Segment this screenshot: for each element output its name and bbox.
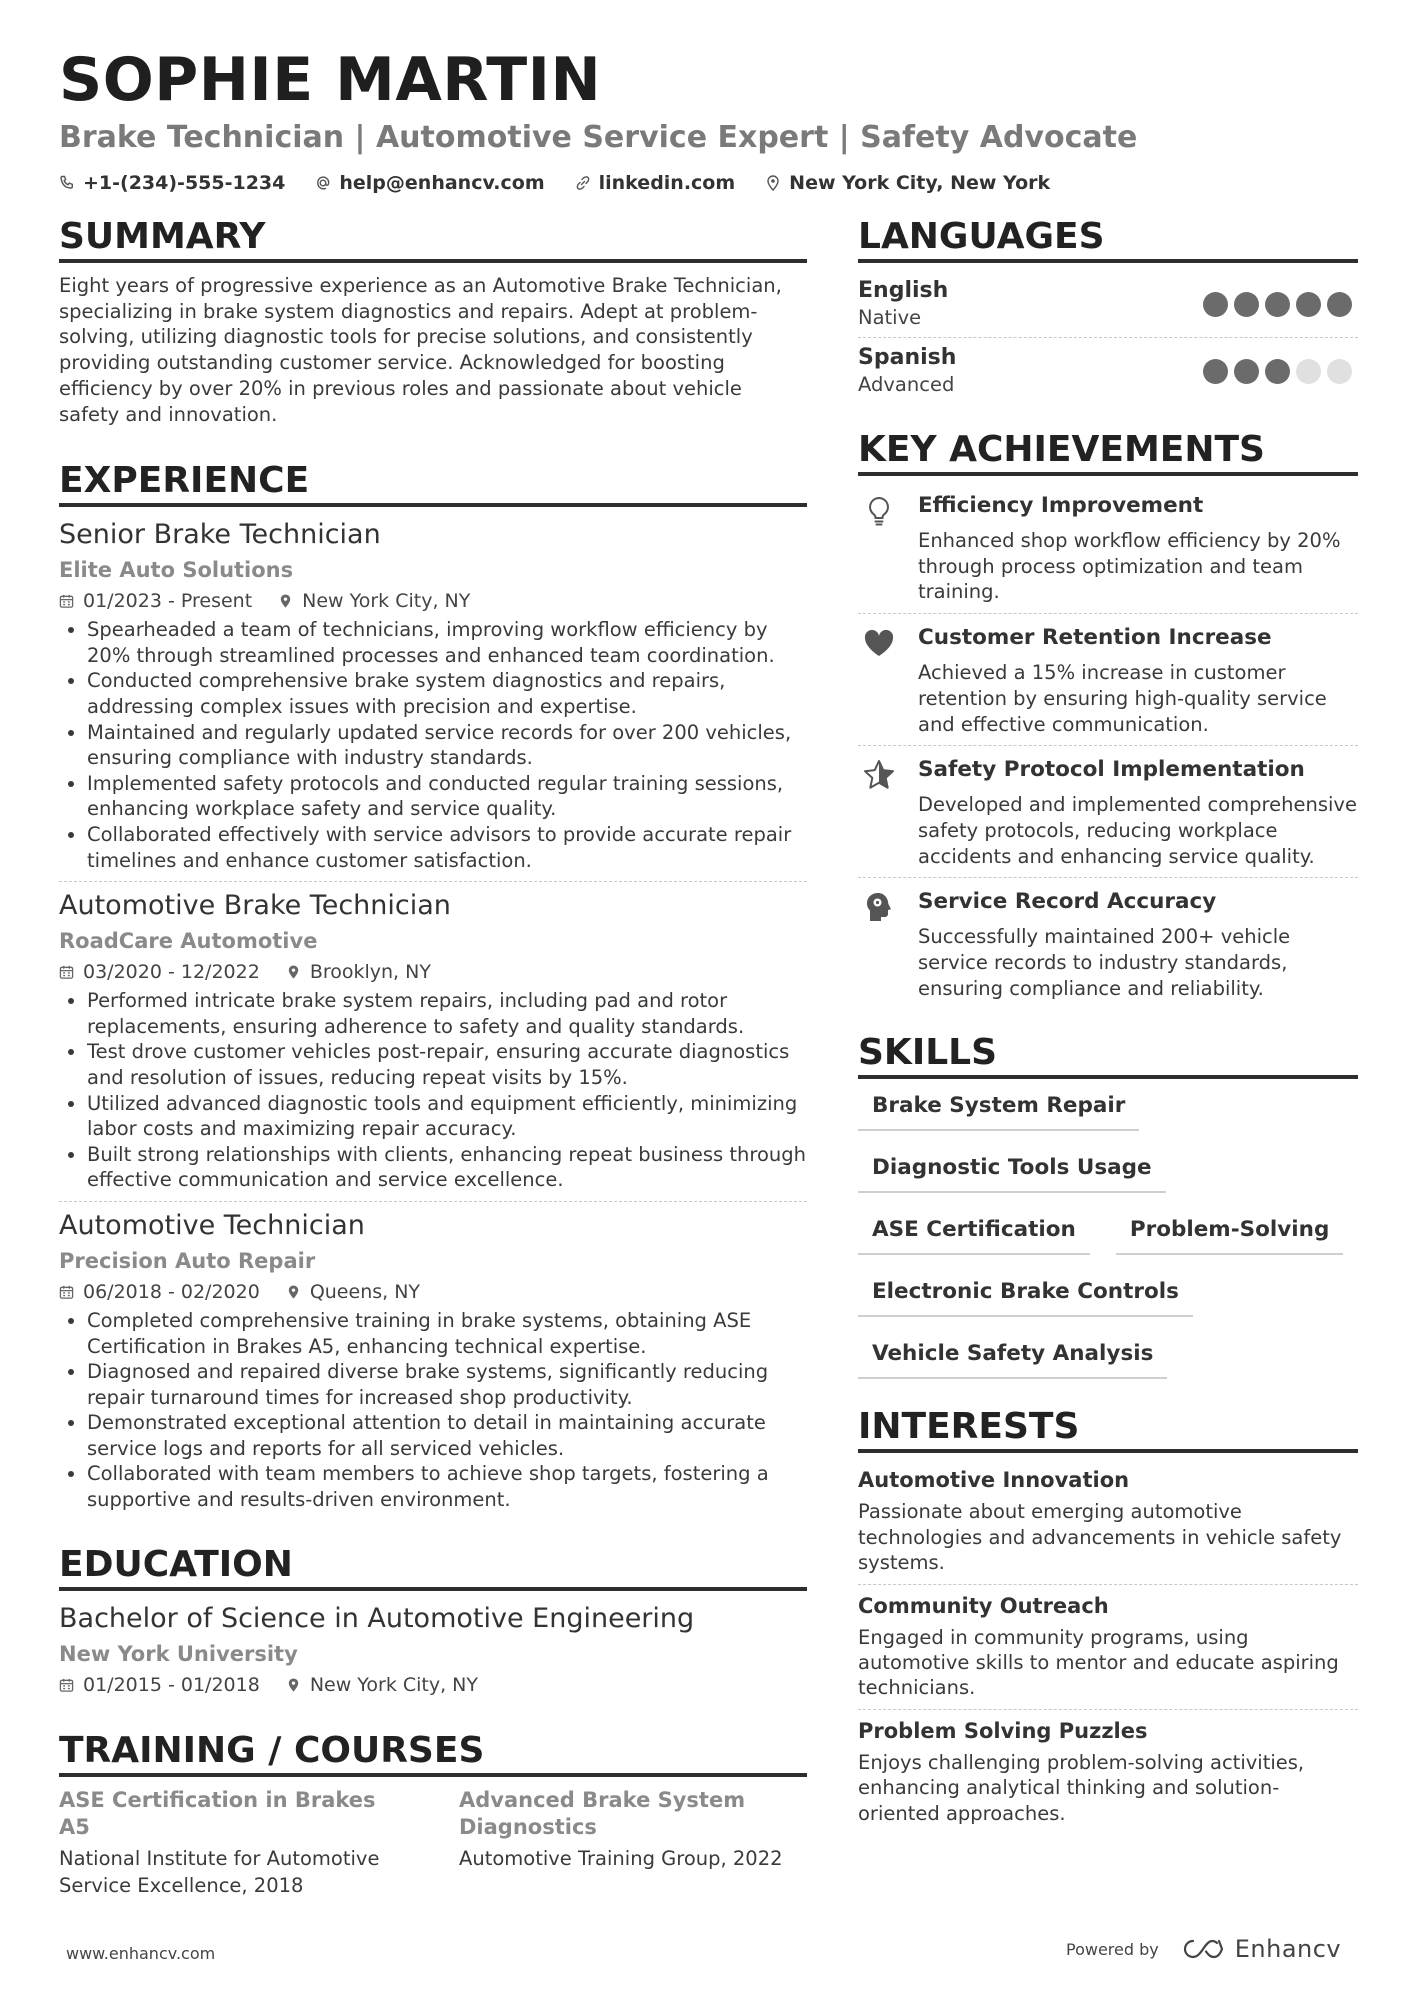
- candidate-title: Brake Technician | Automotive Service Expert | Safety Advocate: [59, 120, 1138, 155]
- achievement-title: Customer Retention Increase: [918, 625, 1272, 651]
- calendar-icon: [59, 1284, 74, 1300]
- achievement-item: [858, 877, 1358, 1009]
- skills-heading: SKILLS: [858, 1031, 1358, 1079]
- enhancv-logo-icon: [1181, 1937, 1227, 1961]
- achievement-item: [858, 745, 1358, 877]
- skill-tag: Problem-Solving: [1116, 1213, 1344, 1255]
- location-pin-icon: [286, 1284, 301, 1300]
- course-list: [59, 1787, 807, 1899]
- link-icon: [575, 175, 591, 191]
- education-location: New York City, NY: [309, 1673, 478, 1696]
- language-level: Advanced: [858, 373, 955, 396]
- job-entry: [59, 1201, 807, 1521]
- rating-dot-filled: [1327, 292, 1352, 317]
- job-meta: [59, 587, 807, 615]
- course-name: Advanced Brake System Diagnostics: [459, 1787, 746, 1839]
- course-name: ASE Certification in Brakes A5: [59, 1787, 376, 1839]
- interest-item: [858, 1709, 1358, 1834]
- contact-location: [765, 172, 1050, 194]
- head-brain-icon: [862, 890, 896, 924]
- calendar-icon: [59, 1677, 74, 1693]
- footer-website[interactable]: www.enhancv.com: [66, 1944, 216, 1963]
- brand-logo[interactable]: [1181, 1935, 1341, 1963]
- interests-heading: INTERESTS: [858, 1405, 1358, 1453]
- languages-heading: LANGUAGES: [858, 215, 1358, 263]
- job-bullet: • Collaborated effectively with service advisors to provide accurate repair timelines and enhance customer satisfaction.: [87, 822, 807, 873]
- phone-icon: [59, 175, 75, 191]
- education-heading: EDUCATION: [59, 1543, 807, 1591]
- interest-title: Problem Solving Puzzles: [858, 1718, 1148, 1743]
- job-bullet: • Collaborated with team members to achieve shop targets, fostering a supportive and results-driven environment.: [87, 1461, 807, 1512]
- job-bullet: • Completed comprehensive training in brake systems, obtaining ASE Certification in Brakes A5, enhancing technical expertise.: [87, 1308, 807, 1359]
- job-title: Automotive Brake Technician: [59, 890, 451, 922]
- job-company: Elite Auto Solutions: [59, 558, 294, 583]
- calendar-icon: [59, 964, 74, 980]
- at-icon: [315, 175, 331, 191]
- degree-title: Bachelor of Science in Automotive Engineering: [59, 1602, 695, 1634]
- phone-text: +1-(234)-555-1234: [83, 172, 286, 194]
- job-company: RoadCare Automotive: [59, 929, 318, 954]
- location-text: New York City, New York: [789, 172, 1051, 194]
- job-bullet: • Implemented safety protocols and conducted regular training sessions, enhancing workplace safety and service quality.: [87, 771, 807, 822]
- job-bullets: [59, 988, 807, 1193]
- rating-dot-empty: [1327, 359, 1352, 384]
- interest-desc: Passionate about emerging automotive technologies and advancements in vehicle safety systems.: [858, 1500, 1342, 1575]
- skill-tag: Electronic Brake Controls: [858, 1275, 1193, 1317]
- skill-tag: Vehicle Safety Analysis: [858, 1337, 1167, 1379]
- achievement-desc: Enhanced shop workflow efficiency by 20% through process optimization and team training.: [918, 529, 1341, 604]
- interest-item: [858, 1584, 1358, 1709]
- training-section: [59, 1729, 807, 1899]
- heart-icon: [862, 626, 896, 660]
- rating-dot-empty: [1296, 359, 1321, 384]
- skill-list: [858, 1089, 1358, 1379]
- school-name: New York University: [59, 1641, 298, 1666]
- contact-bar: [59, 172, 1359, 194]
- education-section: [59, 1543, 807, 1699]
- achievement-title: Efficiency Improvement: [918, 493, 1204, 518]
- powered-by-label: Powered by: [1066, 1939, 1159, 1959]
- course-org: Automotive Training Group, 2022: [459, 1846, 783, 1870]
- right-column: [858, 215, 1358, 1834]
- rating-dot-filled: [1296, 292, 1321, 317]
- education-meta: [59, 1671, 807, 1699]
- job-bullet: • Spearheaded a team of technicians, improving workflow efficiency by 20% through streamlined processes and enhanced team coordination.: [87, 617, 807, 668]
- achievement-item: [858, 486, 1358, 613]
- contact-email[interactable]: [315, 172, 544, 194]
- languages-section: [858, 215, 1358, 404]
- training-heading: TRAINING / COURSES: [59, 1729, 807, 1777]
- summary-text: Eight years of progressive experience as an Automotive Brake Technician, specializing in brake system diagnostics and repairs. Adept at problem-solving, utilizing diagnostic tools for precise solutions, and consistently providing outstanding customer service. Acknowledged for boosting efficiency by over 20% in previous roles and passionate about vehicle safety and innovation.: [59, 274, 782, 426]
- language-item: [858, 337, 1358, 404]
- language-level: Native: [858, 306, 922, 329]
- job-bullet: • Utilized advanced diagnostic tools and equipment efficiently, minimizing labor costs and maximizing repair accuracy.: [87, 1091, 807, 1142]
- resume-header: [59, 42, 1359, 194]
- job-meta: [59, 958, 807, 986]
- interest-item: [858, 1463, 1358, 1583]
- job-bullets: [59, 617, 807, 873]
- job-bullet: • Diagnosed and repaired diverse brake systems, significantly reducing repair turnaround times for increased shop productivity.: [87, 1359, 807, 1410]
- job-title: Senior Brake Technician: [59, 519, 381, 551]
- language-item: [858, 273, 1358, 337]
- location-pin-icon: [286, 1677, 301, 1693]
- job-bullet: • Performed intricate brake system repairs, including pad and rotor replacements, ensuring adherence to safety and quality standards.: [87, 988, 807, 1039]
- job-entry: [59, 881, 807, 1201]
- job-location: New York City, NY: [302, 590, 471, 613]
- job-bullet: • Built strong relationships with clients, enhancing repeat business through effective communication and service excellence.: [87, 1142, 807, 1193]
- job-entry: [59, 517, 807, 881]
- job-meta: [59, 1278, 807, 1306]
- job-company: Precision Auto Repair: [59, 1248, 316, 1273]
- interests-section: [858, 1405, 1358, 1834]
- course-org: National Institute for Automotive Service Excellence, 2018: [59, 1846, 380, 1897]
- job-location: Queens, NY: [309, 1280, 421, 1303]
- location-pin-icon: [765, 175, 781, 191]
- language-name: Spanish: [858, 345, 957, 370]
- location-pin-icon: [286, 964, 301, 980]
- course-item: [459, 1787, 807, 1899]
- experience-heading: EXPERIENCE: [59, 459, 807, 507]
- education-dates: 01/2015 - 01/2018: [83, 1673, 260, 1696]
- calendar-icon: [59, 593, 74, 609]
- job-dates: 03/2020 - 12/2022: [83, 961, 260, 984]
- achievement-title: Service Record Accuracy: [918, 889, 1217, 915]
- job-title: Automotive Technician: [59, 1209, 365, 1241]
- skill-tag: Diagnostic Tools Usage: [858, 1151, 1166, 1193]
- rating-dot-filled: [1234, 292, 1259, 317]
- achievement-desc: Successfully maintained 200+ vehicle service records to industry standards, ensuring compliance and reliability.: [918, 925, 1291, 1000]
- contact-phone[interactable]: [59, 172, 285, 194]
- interest-title: Automotive Innovation: [858, 1468, 1130, 1493]
- language-rating: [1203, 292, 1352, 317]
- achievement-item: [858, 613, 1358, 745]
- job-bullet: • Maintained and regularly updated service records for over 200 vehicles, ensuring compliance with industry standards.: [87, 720, 807, 771]
- summary-section: [59, 215, 807, 427]
- rating-dot-filled: [1203, 359, 1228, 384]
- interest-title: Community Outreach: [858, 1593, 1109, 1618]
- job-dates: 01/2023 - Present: [83, 590, 253, 613]
- skill-tag: ASE Certification: [858, 1213, 1090, 1255]
- skill-tag: Brake System Repair: [858, 1089, 1139, 1131]
- achievement-desc: Developed and implemented comprehensive safety protocols, reducing workplace accidents and enhancing service quality.: [918, 793, 1357, 868]
- achievements-section: [858, 428, 1358, 1009]
- location-pin-icon: [278, 593, 293, 609]
- brand-name: Enhancv: [1234, 1935, 1342, 1963]
- course-item: [59, 1787, 407, 1899]
- rating-dot-filled: [1203, 292, 1228, 317]
- contact-linkedin[interactable]: [575, 172, 736, 194]
- job-bullets: [59, 1308, 807, 1513]
- lightbulb-icon: [862, 494, 896, 528]
- language-name: English: [858, 278, 949, 303]
- interest-desc: Enjoys challenging problem-solving activities, enhancing analytical thinking and solution-oriented approaches.: [858, 1750, 1305, 1825]
- rating-dot-filled: [1234, 359, 1259, 384]
- job-dates: 06/2018 - 02/2020: [83, 1280, 260, 1303]
- language-rating: [1203, 359, 1352, 384]
- job-bullet: • Test drove customer vehicles post-repair, ensuring accurate diagnostics and resolution of issues, reducing repeat visits by 15%.: [87, 1039, 807, 1090]
- email-text: help@enhancv.com: [339, 172, 545, 194]
- rating-dot-filled: [1265, 292, 1290, 317]
- job-location: Brooklyn, NY: [309, 961, 431, 984]
- linkedin-text: linkedin.com: [598, 172, 736, 194]
- experience-section: [59, 459, 807, 1520]
- rating-dot-filled: [1265, 359, 1290, 384]
- star-icon: [862, 758, 896, 792]
- footer-branding: [1066, 1935, 1341, 1963]
- achievement-desc: Achieved a 15% increase in customer retention by ensuring high-quality service and effective communication.: [918, 661, 1327, 736]
- job-bullet: • Conducted comprehensive brake system diagnostics and repairs, addressing complex issues with precision and expertise.: [87, 668, 807, 719]
- left-column: [59, 215, 807, 1899]
- achievements-heading: KEY ACHIEVEMENTS: [858, 428, 1358, 476]
- interest-desc: Engaged in community programs, using automotive skills to mentor and educate aspiring technicians.: [858, 1625, 1339, 1700]
- candidate-name: SOPHIE MARTIN: [59, 45, 602, 115]
- skills-section: [858, 1031, 1358, 1379]
- summary-heading: SUMMARY: [59, 215, 807, 263]
- achievement-title: Safety Protocol Implementation: [918, 757, 1305, 783]
- job-bullet: • Demonstrated exceptional attention to detail in maintaining accurate service logs and reports for all serviced vehicles.: [87, 1410, 807, 1461]
